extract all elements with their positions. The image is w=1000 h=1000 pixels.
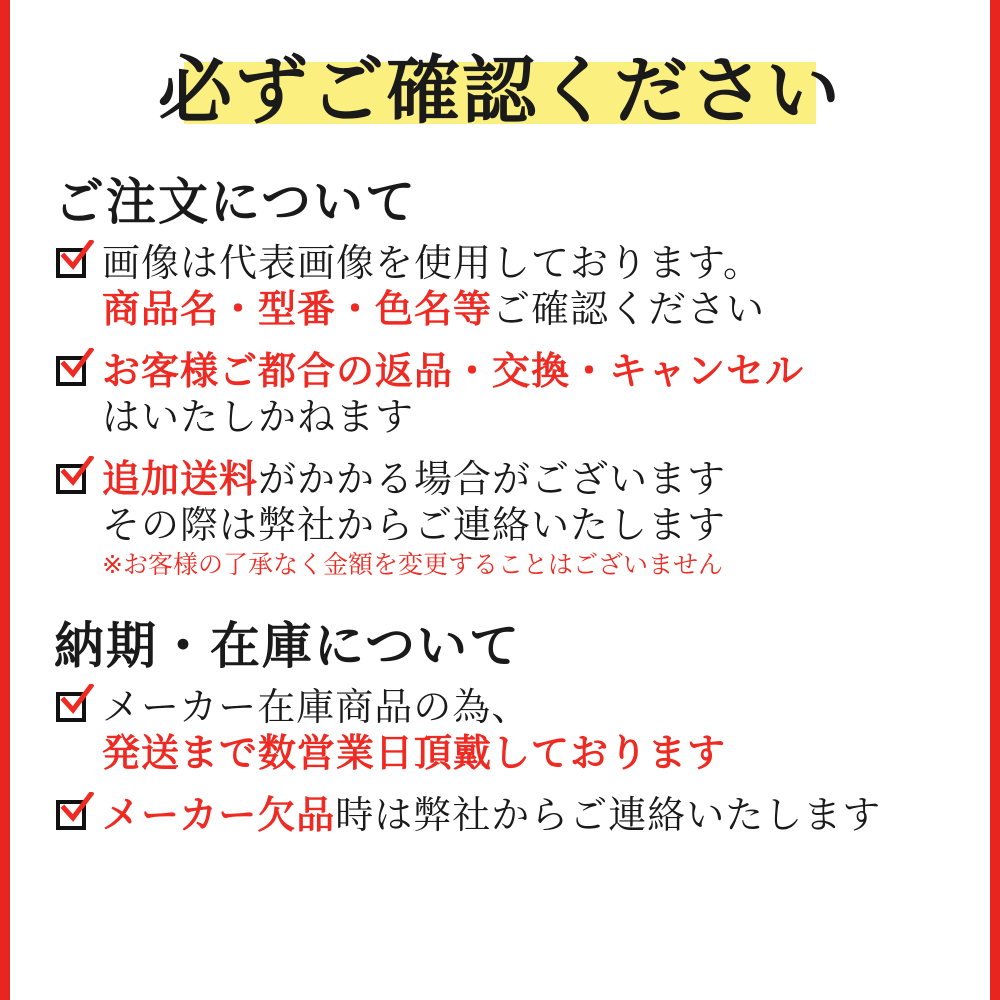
list-item-text	[102, 240, 956, 332]
checkmark-icon	[54, 688, 94, 728]
list-item-line-rest: 時は弊社からご連絡いたします	[335, 793, 882, 837]
emphasis-text: メーカー欠品	[102, 793, 336, 837]
list-item	[54, 348, 956, 440]
list-item-text	[102, 456, 956, 582]
list-item-text	[102, 684, 956, 776]
title-block	[44, 36, 956, 148]
checkmark-icon	[54, 244, 94, 284]
list-item	[54, 240, 956, 332]
checkmark-icon	[54, 460, 94, 500]
page-title: 必ずご確認ください	[158, 48, 842, 134]
right-red-bar	[990, 0, 1000, 1000]
list-item	[54, 792, 956, 838]
list-item-line-rest: ご確認ください	[492, 287, 766, 331]
list-item-line: その際は弊社からご連絡いたします	[102, 503, 727, 547]
checkmark-icon	[54, 796, 94, 836]
checkmark-icon	[54, 352, 94, 392]
notice-content	[10, 0, 990, 1000]
list-item-line	[102, 456, 956, 502]
list-item-line-rest: がかかる場合がございます	[258, 457, 727, 501]
list-item-line: お客様ご都合の返品・交換・キャンセル	[102, 349, 805, 393]
list-item-line	[102, 286, 956, 332]
list-item	[54, 456, 956, 582]
section-heading-delivery: 納期・在庫について	[54, 616, 521, 675]
list-item-line	[102, 792, 956, 838]
section-heading-orders: ご注文について	[54, 172, 417, 231]
list-item-line: 発送まで数営業日頂戴しております	[102, 731, 727, 775]
emphasis-text: 商品名・型番・色名等	[102, 287, 493, 331]
list-item-text	[102, 348, 956, 440]
list-item-note: ※お客様の了承なく金額を変更することはございません	[102, 550, 723, 579]
list-item-line: メーカー在庫商品の為、	[102, 685, 531, 729]
left-red-bar	[0, 0, 10, 1000]
list-item-line: はいたしかねます	[102, 395, 415, 439]
list-item-line: 画像は代表画像を使用しております。	[102, 241, 762, 285]
emphasis-text: 追加送料	[102, 457, 259, 501]
list-item	[54, 684, 956, 776]
list-item-text	[102, 792, 956, 838]
